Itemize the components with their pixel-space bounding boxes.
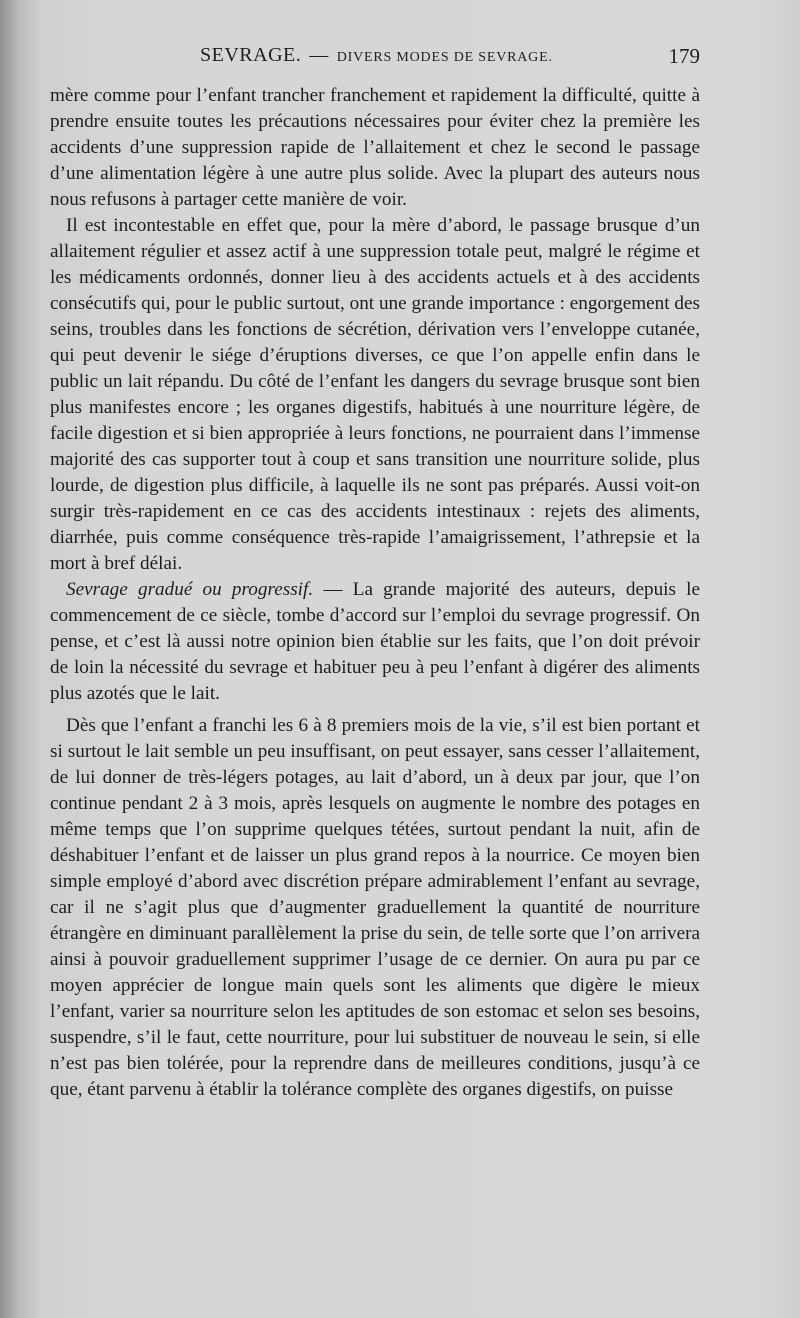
running-head: [200, 44, 553, 67]
section-heading: Sevrage gradué ou progressif.: [66, 579, 314, 600]
paragraph-continued: mère comme pour l’enfant trancher franchement et rapidement la difficulté, quitte à prendre ensuite toutes les précautions nécessaires pour éviter chez la première les accidents d’une suppression rapide de l’allaitement et chez le second le passage d’une alimentation légère à une autre plus solide. Avec la plupart des auteurs nous nous refusons à partager cette manière de voir.: [50, 85, 700, 210]
page-number: 179: [668, 44, 700, 68]
section-paragraph: [50, 577, 700, 707]
section-dash: —: [323, 579, 343, 600]
running-head-separator: —: [309, 45, 329, 66]
section-text: La grande majorité des auteurs, depuis le commencement de ce siècle, tombe d’accord sur l’emploi du sevrage progressif. On pense, et c’est là aussi notre opinion bien établie sur les faits, que l’on doit prévoir de loin la nécessité du sevrage et habituer peu à peu l’enfant à digérer des aliments plus azotés que le lait.: [50, 579, 701, 704]
paragraph-final: Dès que l’enfant a franchi les 6 à 8 premiers mois de la vie, s’il est bien portant et si surtout le lait semble un peu insuffisant, on peut essayer, sans cesser l’allaitement, de lui donner de très-légers potages, au lait d’abord, un à deux par jour, que l’on continue pendant 2 à 3 mois, après lesquels on augmente le nombre des potages en même temps que l’on supprime quelques tétées, surtout pendant la nuit, afin de déshabituer l’enfant et de laisser un plus grand repos à la nourrice. Ce moyen bien simple employé d’abord avec discrétion prépare admirablement l’enfant au sevrage, car il ne s’agit plus que d’augmenter graduellement la quantité de nourriture étrangère en diminuant parallèlement la prise du sein, de telle sorte que l’on arrivera ainsi à pouvoir graduellement supprimer l’usage de ce dernier. On aura pu par ce moyen apprécier de longue main quels sont les aliments que digère le mieux l’enfant, varier sa nourriture selon les aptitudes de son estomac et selon ses besoins, suspendre, s’il le faut, cette nourriture, pour lui substituer de nouveau le sein, si elle n’est pas bien tolérée, pour la reprendre dans de meilleures conditions, jusqu’à ce que, étant parvenu à établir la tolérance complète des organes digestifs, on puisse: [50, 715, 700, 1100]
running-head-subtitle: DIVERS MODES DE SEVRAGE.: [336, 50, 553, 65]
paragraph: Il est incontestable en effet que, pour la mère d’abord, le passage brusque d’un allaitement régulier et assez actif à une suppression totale peut, malgré le régime et les médicaments ordonnés, donner lieu à des accidents actuels et à des accidents consécutifs qui, pour le public surtout, ont une grande importance : engorgement des seins, troubles dans les fonctions de sécrétion, dérivation vers l’enveloppe cutanée, qui peut devenir le siége d’éruptions diverses, ce que l’on appelle enfin dans le public un lait répandu. Du côté de l’enfant les dangers du sevrage brusque sont bien plus manifestes encore ; les organes digestifs, habitués à une nourriture légère, de facile digestion et si bien appropriée à leurs fonctions, ne pourraient dans l’immense majorité des cas supporter tout à coup et sans transition une nourriture solide, plus lourde, de digestion plus difficile, à laquelle ils ne sont pas préparés. Aussi voit-on surgir très-rapidement en ce cas des accidents intestinaux : rejets des aliments, diarrhée, puis comme conséquence très-rapide l’amaigrissement, l’athrepsie et la mort à bref délai.: [50, 215, 700, 574]
running-head-title: SEVRAGE.: [200, 44, 302, 66]
page-body: [50, 83, 700, 1103]
page-header: [50, 44, 700, 74]
